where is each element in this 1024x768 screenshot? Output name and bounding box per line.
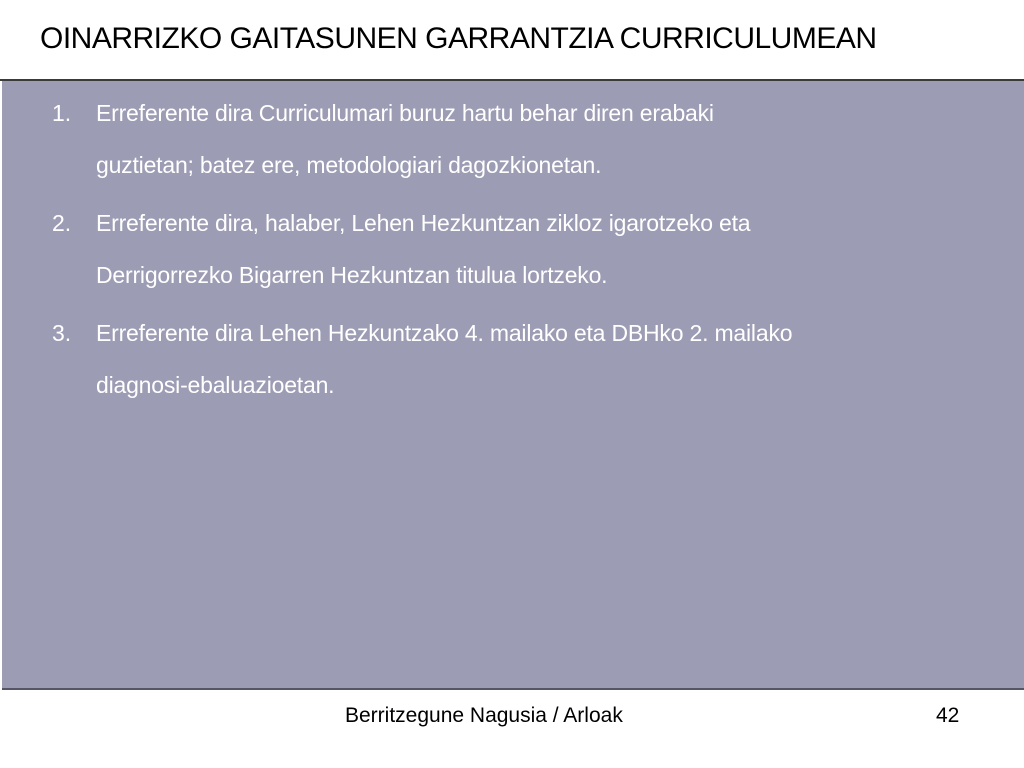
list-item-number: 2. [52, 210, 72, 236]
list-item-line: Erreferente dira Lehen Hezkuntzako 4. mailako eta DBHko 2. mailako [96, 320, 793, 346]
list-item-line: diagnosi-ebaluazioetan. [96, 372, 335, 398]
list-item-text [96, 197, 750, 301]
list-item [52, 307, 992, 411]
list-item-number: 3. [52, 320, 72, 346]
list-item-line: guztietan; batez ere, metodologiari dagozkionetan. [96, 152, 602, 178]
list-item [52, 87, 992, 191]
numbered-list [52, 87, 992, 417]
footer-source: Berritzegune Nagusia / Arloak [345, 704, 623, 727]
list-item [52, 197, 992, 301]
slide-title: OINARRIZKO GAITASUNEN GARRANTZIA CURRICULUMEAN [40, 22, 877, 55]
list-item-line: Erreferente dira, halaber, Lehen Hezkuntzan zikloz igarotzeko eta [96, 210, 751, 236]
list-item-number: 1. [52, 100, 72, 126]
list-item-text [96, 87, 714, 191]
list-item-text [96, 307, 792, 411]
list-item-line: Erreferente dira Curriculumari buruz hartu behar diren erabaki [96, 100, 714, 126]
page-number: 42 [936, 704, 960, 727]
list-item-line: Derrigorrezko Bigarren Hezkuntzan titulua lortzeko. [96, 262, 608, 288]
